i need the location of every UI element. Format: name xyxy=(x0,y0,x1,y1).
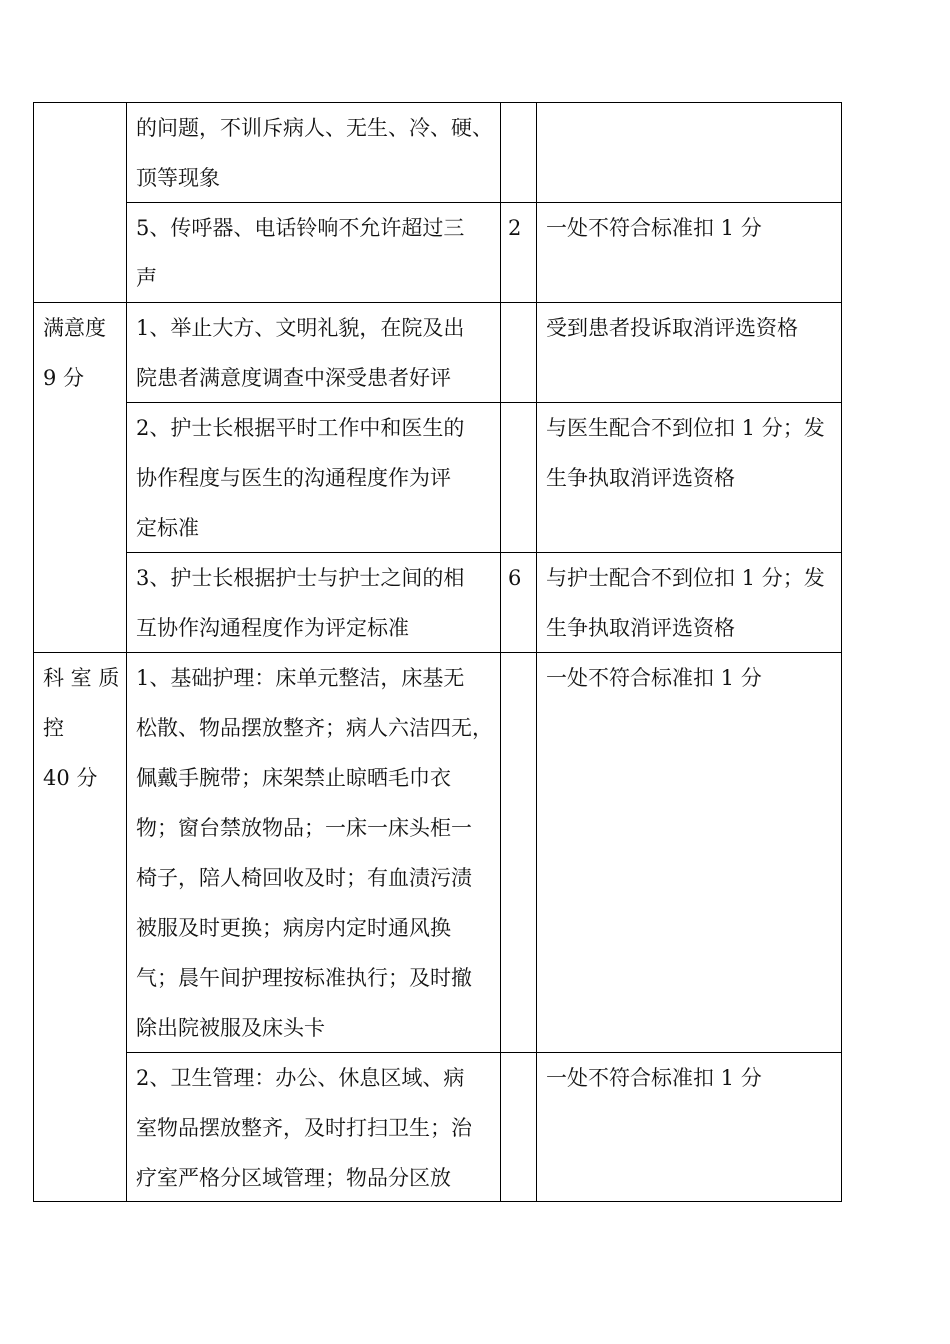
table-rule xyxy=(126,652,127,1202)
criteria-text: 松散、物品摆放整齐；病人六洁四无， xyxy=(136,716,493,740)
table-rule xyxy=(33,102,34,303)
table-rule xyxy=(536,652,537,1202)
table-rule xyxy=(33,652,34,1202)
table-rule xyxy=(33,1201,842,1202)
category-label: 科 室 质 xyxy=(43,666,120,690)
criteria-text: 佩戴手腕带；床架禁止晾晒毛巾衣 xyxy=(136,766,451,790)
deduction-text: 受到患者投诉取消评选资格 xyxy=(546,316,798,340)
deduction-text: 一处不符合标准扣 1 分 xyxy=(546,216,762,240)
table-rule xyxy=(841,652,842,1202)
criteria-text: 室物品摆放整齐，及时打扫卫生；治 xyxy=(136,1116,472,1140)
category-label: 控 xyxy=(43,716,64,740)
criteria-text: 1、举止大方、文明礼貌，在院及出 xyxy=(136,316,465,340)
table-rule xyxy=(126,302,127,653)
criteria-text: 协作程度与医生的沟通程度作为评 xyxy=(136,466,451,490)
criteria-text: 疗室严格分区域管理；物品分区放 xyxy=(136,1166,451,1190)
criteria-text: 2、卫生管理：办公、休息区域、病 xyxy=(136,1066,465,1090)
category-label: 40 分 xyxy=(43,766,98,790)
table-rule xyxy=(536,102,537,303)
criteria-text: 气；晨午间护理按标准执行；及时撤 xyxy=(136,966,472,990)
criteria-text: 定标准 xyxy=(136,516,199,540)
criteria-text: 1、基础护理：床单元整洁，床基无 xyxy=(136,666,465,690)
deduction-text: 生争执取消评选资格 xyxy=(546,616,735,640)
score-value: 2 xyxy=(508,216,522,240)
table-rule xyxy=(126,102,127,303)
category-label: 满意度 xyxy=(43,316,106,340)
criteria-text: 5、传呼器、电话铃响不允许超过三 xyxy=(136,216,465,240)
deduction-text: 一处不符合标准扣 1 分 xyxy=(546,666,762,690)
table-rule xyxy=(33,302,34,653)
criteria-text: 2、护士长根据平时工作中和医生的 xyxy=(136,416,465,440)
criteria-text: 院患者满意度调查中深受患者好评 xyxy=(136,366,451,390)
table-rule xyxy=(500,302,501,653)
criteria-text: 声 xyxy=(136,266,157,290)
table-rule xyxy=(841,102,842,303)
deduction-text: 生争执取消评选资格 xyxy=(546,466,735,490)
criteria-text: 被服及时更换；病房内定时通风换 xyxy=(136,916,451,940)
criteria-text: 顶等现象 xyxy=(136,166,220,190)
criteria-text: 除出院被服及床头卡 xyxy=(136,1016,325,1040)
criteria-text: 互协作沟通程度作为评定标准 xyxy=(136,616,409,640)
criteria-text: 的问题，不训斥病人、无生、冷、硬、 xyxy=(136,116,493,140)
deduction-text: 与医生配合不到位扣 1 分；发 xyxy=(546,416,825,440)
table-rule xyxy=(536,302,537,653)
category-label: 9 分 xyxy=(43,366,85,390)
table-rule xyxy=(841,302,842,653)
score-value: 6 xyxy=(508,566,522,590)
criteria-text: 3、护士长根据护士与护士之间的相 xyxy=(136,566,465,590)
table-rule xyxy=(500,652,501,1202)
deduction-text: 与护士配合不到位扣 1 分；发 xyxy=(546,566,825,590)
deduction-text: 一处不符合标准扣 1 分 xyxy=(546,1066,762,1090)
criteria-text: 椅子，陪人椅回收及时；有血渍污渍 xyxy=(136,866,472,890)
table-rule xyxy=(500,102,501,303)
criteria-text: 物；窗台禁放物品；一床一床头柜一 xyxy=(136,816,472,840)
